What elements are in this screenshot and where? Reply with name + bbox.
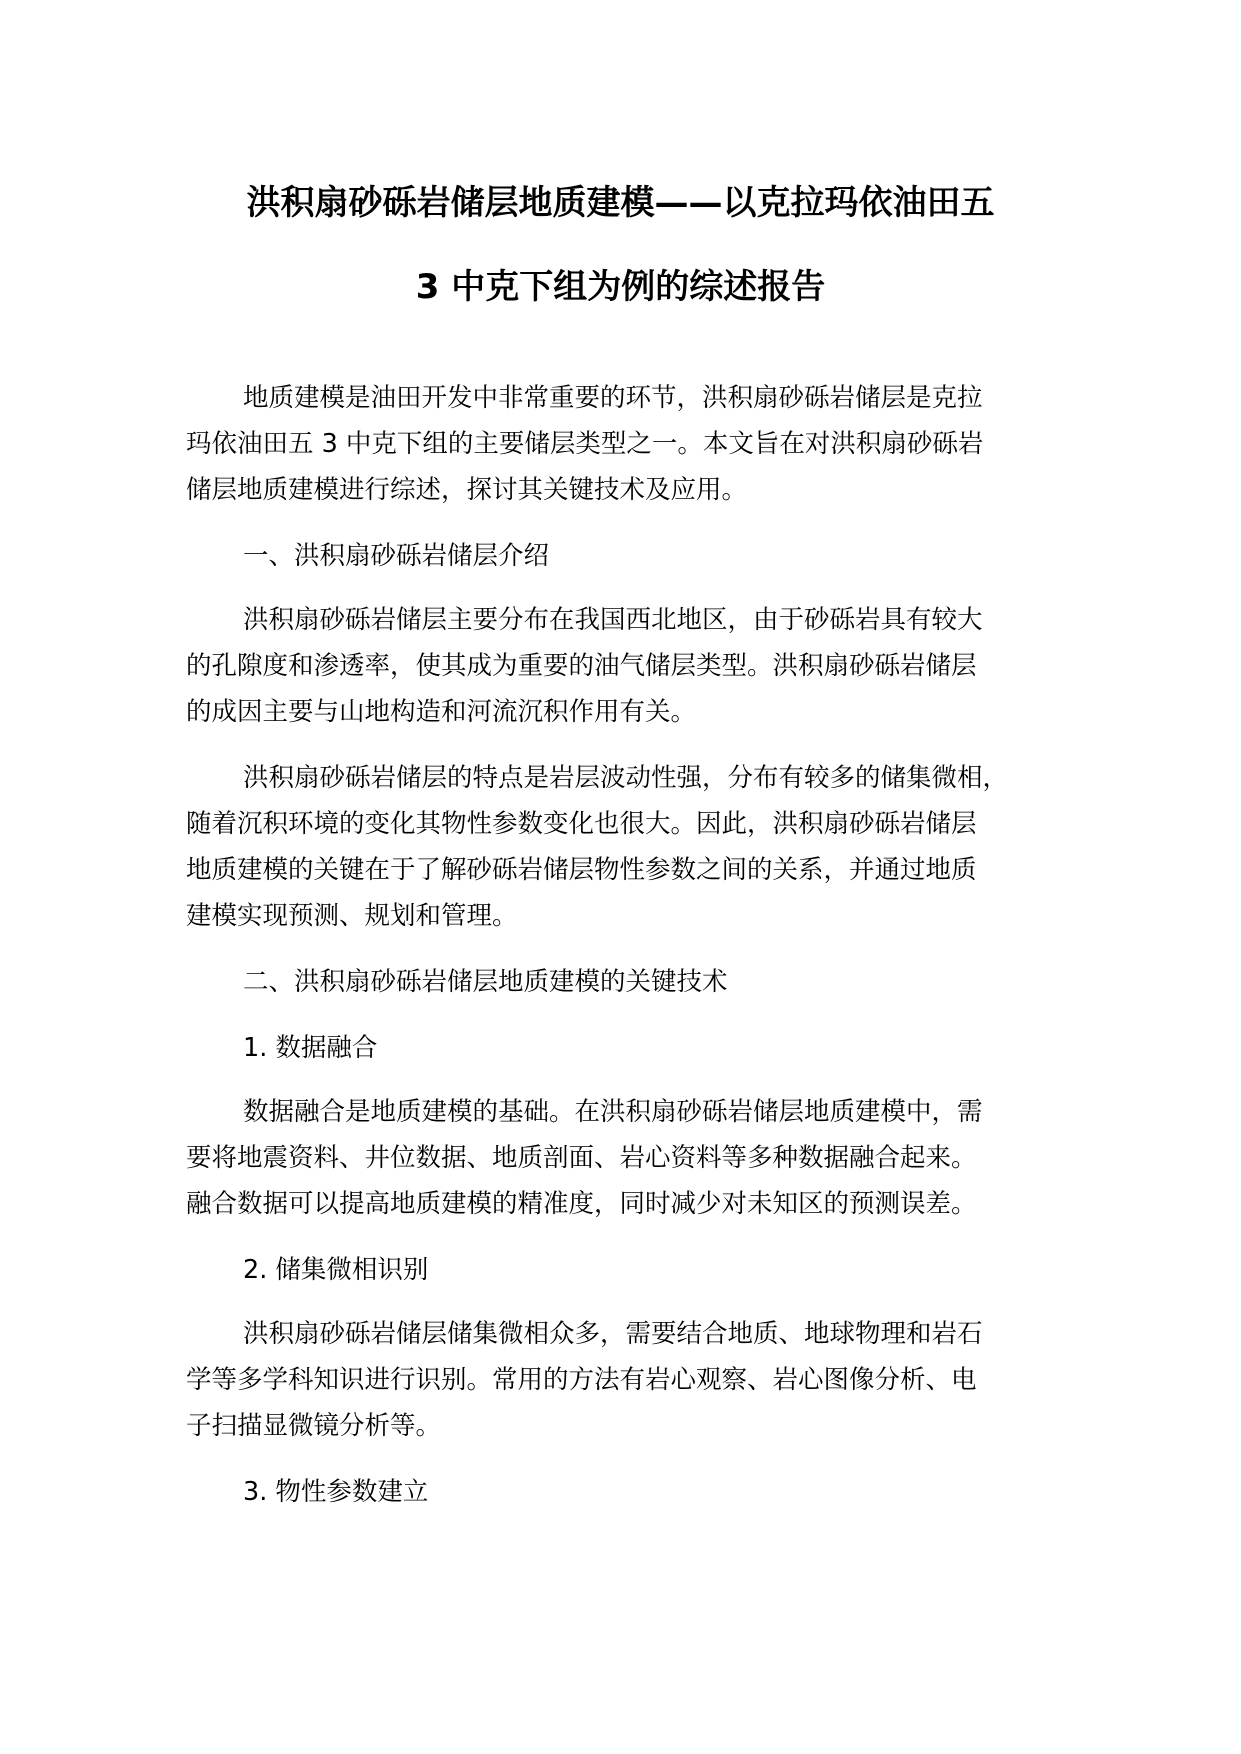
document-title-line-1: 洪积扇砂砾岩储层地质建模——以克拉玛依油田五: [246, 183, 995, 223]
section-1-para-1-line-1: 洪积扇砂砾岩储层主要分布在我国西北地区，由于砂砾岩具有较大: [243, 605, 983, 635]
subsection-1-para-line-1: 数据融合是地质建模的基础。在洪积扇砂砾岩储层地质建模中，需: [243, 1097, 983, 1127]
intro-line-2: 玛依油田五 3 中克下组的主要储层类型之一。本文旨在对洪积扇砂砾岩: [186, 429, 984, 459]
subsection-3-heading: 3. 物性参数建立: [243, 1477, 429, 1507]
subsection-2-para-line-1: 洪积扇砂砾岩储层储集微相众多，需要结合地质、地球物理和岩石: [243, 1319, 983, 1349]
subsection-2-heading: 2. 储集微相识别: [243, 1255, 429, 1285]
subsection-1-para-line-3: 融合数据可以提高地质建模的精准度，同时减少对未知区的预测误差。: [186, 1189, 977, 1219]
subsection-2-para-line-2: 学等多学科知识进行识别。常用的方法有岩心观察、岩心图像分析、电: [186, 1365, 977, 1395]
section-1-para-1-line-2: 的孔隙度和渗透率，使其成为重要的油气储层类型。洪积扇砂砾岩储层: [186, 651, 977, 681]
subsection-1-heading: 1. 数据融合: [243, 1033, 378, 1063]
section-1-para-2-line-1: 洪积扇砂砾岩储层的特点是岩层波动性强，分布有较多的储集微相，: [243, 763, 1009, 793]
section-1-para-2-line-2: 随着沉积环境的变化其物性参数变化也很大。因此，洪积扇砂砾岩储层: [186, 809, 977, 839]
section-1-para-2-line-3: 地质建模的关键在于了解砂砾岩储层物性参数之间的关系，并通过地质: [186, 855, 977, 885]
section-1-para-2-line-4: 建模实现预测、规划和管理。: [186, 901, 518, 931]
subsection-1-para-line-2: 要将地震资料、井位数据、地质剖面、岩心资料等多种数据融合起来。: [186, 1143, 977, 1173]
document-title-line-2: 3 中克下组为例的综述报告: [415, 267, 826, 307]
section-2-heading: 二、洪积扇砂砾岩储层地质建模的关键技术: [243, 967, 728, 997]
intro-line-3: 储层地质建模进行综述，探讨其关键技术及应用。: [186, 475, 748, 505]
intro-line-1: 地质建模是油田开发中非常重要的环节，洪积扇砂砾岩储层是克拉: [243, 383, 983, 413]
section-1-para-1-line-3: 的成因主要与山地构造和河流沉积作用有关。: [186, 697, 697, 727]
section-1-heading: 一、洪积扇砂砾岩储层介绍: [243, 541, 550, 571]
subsection-2-para-line-3: 子扫描显微镜分析等。: [186, 1411, 442, 1441]
